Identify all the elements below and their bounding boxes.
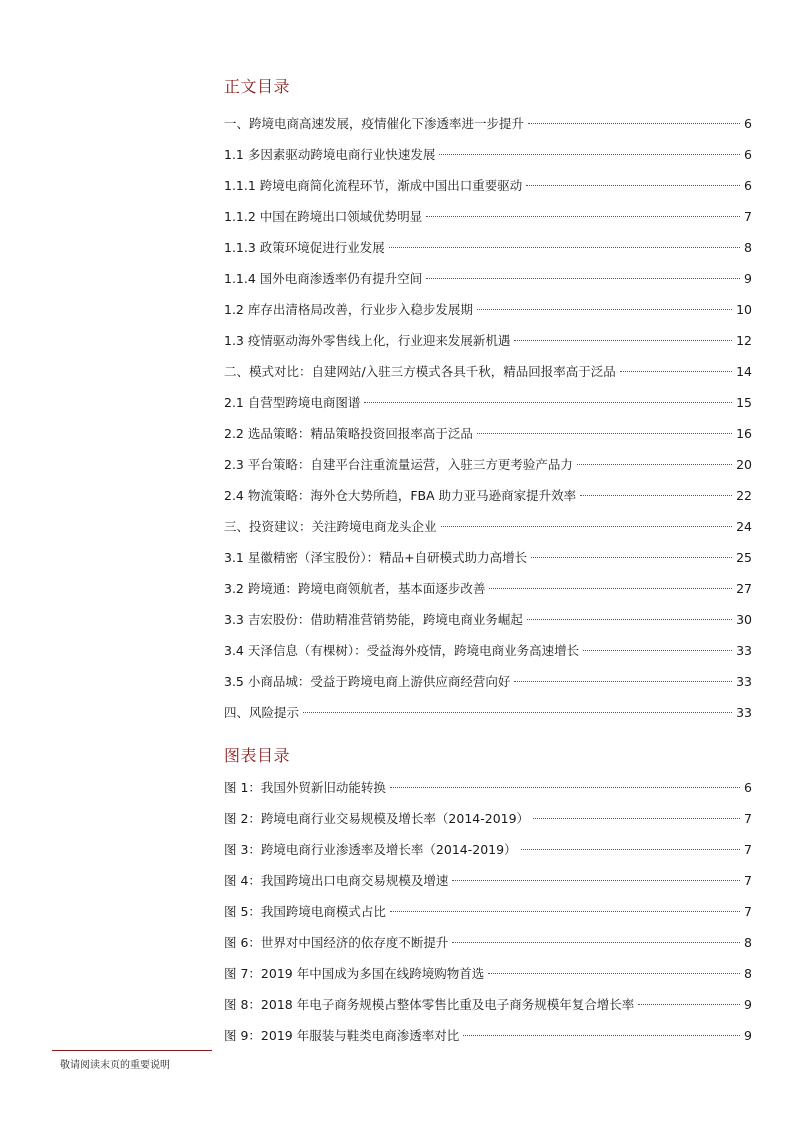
figure-entry-label: 图 8：2018 年电子商务规模占整体零售比重及电子商务规模年复合增长率 [224,997,635,1012]
toc-entry-page: 16 [736,426,752,441]
toc-entry-page: 33 [736,705,752,720]
toc-entry[interactable] [224,170,752,201]
toc-entry[interactable] [224,542,752,573]
toc-entry-label: 2.3 平台策略：自建平台注重流量运营，入驻三方更考验产品力 [224,457,573,472]
toc-entry[interactable] [224,418,752,449]
toc-entry[interactable] [224,139,752,170]
toc-entry-page: 14 [736,364,752,379]
toc-entry-page: 15 [736,395,752,410]
figure-entry-label: 图 9：2019 年服装与鞋类电商渗透率对比 [224,1028,460,1043]
toc-entry-page: 24 [736,519,752,534]
toc-entry[interactable] [224,573,752,604]
figure-entry-page: 8 [744,935,752,950]
toc-entry-page: 6 [744,178,752,193]
dot-leader [477,433,732,434]
toc-title: 正文目录 [224,77,291,96]
toc-entry-label: 四、风险提示 [224,705,300,720]
figure-entry-page: 8 [744,966,752,981]
dot-leader [577,464,732,465]
figure-entry[interactable] [224,865,752,896]
toc-entry-page: 6 [744,116,752,131]
dot-leader [528,123,740,124]
dot-leader [389,247,740,248]
dot-leader [452,880,740,881]
dot-leader [390,787,740,788]
toc-entry-label: 2.2 选品策略：精品策略投资回报率高于泛品 [224,426,473,441]
toc-entry[interactable] [224,201,752,232]
toc-entry-label: 3.4 天泽信息（有棵树）：受益海外疫情，跨境电商业务高速增长 [224,643,580,658]
dot-leader [583,650,732,651]
figure-entry[interactable] [224,772,752,803]
figure-entry-page: 7 [744,842,752,857]
figure-entry-label: 图 7：2019 年中国成为多国在线跨境购物首选 [224,966,485,981]
dot-leader [477,309,732,310]
toc-entry[interactable] [224,356,752,387]
toc-entry-page: 25 [736,550,752,565]
toc-entry[interactable] [224,232,752,263]
toc-entry-page: 10 [736,302,752,317]
toc-entry-page: 30 [736,612,752,627]
figure-entry-label: 图 4：我国跨境出口电商交易规模及增速 [224,873,449,888]
toc-entry-page: 22 [736,488,752,503]
toc-entry-label: 3.2 跨境通：跨境电商领航者，基本面逐步改善 [224,581,486,596]
footer-disclaimer: 敬请阅读末页的重要说明 [60,1060,170,1071]
toc-entry-label: 1.2 库存出清格局改善，行业步入稳步发展期 [224,302,473,317]
toc-entry[interactable] [224,604,752,635]
dot-leader [526,185,740,186]
toc-entry[interactable] [224,263,752,294]
toc-entry-page: 27 [736,581,752,596]
dot-leader [439,154,740,155]
toc-entry[interactable] [224,387,752,418]
figure-entry-label: 图 1：我国外贸新旧动能转换 [224,780,386,795]
toc-entry[interactable] [224,666,752,697]
toc-list [224,108,752,728]
dot-leader [452,942,740,943]
figure-entry-page: 7 [744,904,752,919]
toc-entry[interactable] [224,511,752,542]
figure-entry-page: 7 [744,811,752,826]
toc-entry-label: 1.1.3 政策环境促进行业发展 [224,240,385,255]
figure-entry-page: 9 [744,997,752,1012]
figure-entry[interactable] [224,989,752,1020]
toc-entry-label: 3.3 吉宏股份：借助精准营销势能，跨境电商业务崛起 [224,612,523,627]
figure-entry[interactable] [224,896,752,927]
toc-entry-page: 12 [736,333,752,348]
figure-entry-label: 图 5：我国跨境电商模式占比 [224,904,386,919]
toc-entry[interactable] [224,697,752,728]
figure-entry[interactable] [224,803,752,834]
toc-entry-label: 二、模式对比：自建网站/入驻三方模式各具千秋，精品回报率高于泛品 [224,364,616,379]
dot-leader [514,340,732,341]
toc-entry[interactable] [224,294,752,325]
toc-entry[interactable] [224,325,752,356]
toc-entry-page: 7 [744,209,752,224]
toc-entry-label: 1.1.1 跨境电商简化流程环节，渐成中国出口重要驱动 [224,178,523,193]
dot-leader [364,402,732,403]
toc-entry-page: 8 [744,240,752,255]
dot-leader [489,588,732,589]
dot-leader [463,1035,740,1036]
figure-entry[interactable] [224,1020,752,1051]
toc-entry-label: 1.1.2 中国在跨境出口领域优势明显 [224,209,423,224]
toc-entry-page: 20 [736,457,752,472]
dot-leader [390,911,740,912]
toc-entry[interactable] [224,108,752,139]
figure-entry-page: 7 [744,873,752,888]
figures-title: 图表目录 [224,746,291,765]
dot-leader [531,557,732,558]
dot-leader [426,278,740,279]
figure-entry-page: 6 [744,780,752,795]
dot-leader [426,216,740,217]
dot-leader [521,849,740,850]
toc-entry-page: 33 [736,674,752,689]
toc-entry-label: 1.1.4 国外电商渗透率仍有提升空间 [224,271,423,286]
toc-entry-page: 33 [736,643,752,658]
toc-entry[interactable] [224,635,752,666]
footer-divider [52,1050,212,1051]
dot-leader [580,495,732,496]
toc-entry-label: 2.4 物流策略：海外仓大势所趋，FBA 助力亚马逊商家提升效率 [224,488,577,503]
toc-entry-label: 3.5 小商品城：受益于跨境电商上游供应商经营向好 [224,674,511,689]
figure-entry-label: 图 6：世界对中国经济的依存度不断提升 [224,935,449,950]
dot-leader [638,1004,740,1005]
figure-list [224,772,752,1051]
figure-entry-page: 9 [744,1028,752,1043]
toc-entry-page: 9 [744,271,752,286]
dot-leader [533,818,740,819]
toc-entry-label: 1.3 疫情驱动海外零售线上化，行业迎来发展新机遇 [224,333,511,348]
toc-entry-label: 1.1 多因素驱动跨境电商行业快速发展 [224,147,436,162]
toc-entry-label: 一、跨境电商高速发展，疫情催化下渗透率进一步提升 [224,116,525,131]
toc-entry-label: 2.1 自营型跨境电商图谱 [224,395,361,410]
figure-entry[interactable] [224,958,752,989]
toc-entry-label: 三、投资建议：关注跨境电商龙头企业 [224,519,437,534]
toc-entry[interactable] [224,449,752,480]
figure-entry[interactable] [224,927,752,958]
dot-leader [514,681,732,682]
figure-entry[interactable] [224,834,752,865]
toc-entry[interactable] [224,480,752,511]
dot-leader [488,973,740,974]
dot-leader [441,526,733,527]
dot-leader [527,619,732,620]
dot-leader [620,371,732,372]
toc-entry-page: 6 [744,147,752,162]
figure-entry-label: 图 2：跨境电商行业交易规模及增长率（2014-2019） [224,811,530,826]
dot-leader [303,712,732,713]
toc-entry-label: 3.1 星徽精密（泽宝股份）：精品+自研模式助力高增长 [224,550,528,565]
figure-entry-label: 图 3：跨境电商行业渗透率及增长率（2014-2019） [224,842,517,857]
